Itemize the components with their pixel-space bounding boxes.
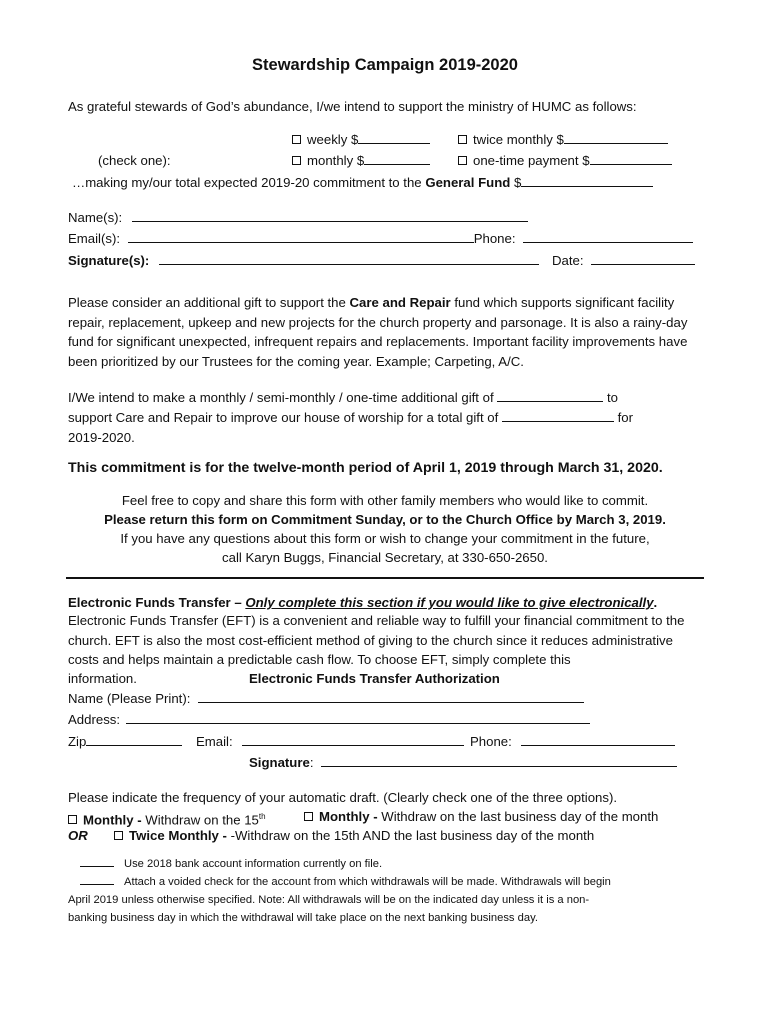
eft-description: Electronic Funds Transfer (EFT) is a convenient and reliable way to fulfill your financial commitment to the church. EFT is also the most cost-efficient method of giving to the church since it reduces administrative costs and helps maintain a predictable cash flow. To choose EFT, simply complete this: [68, 613, 685, 668]
frequency-option-monthly-last[interactable]: Monthly - Withdraw on the last business day of the month: [304, 807, 658, 826]
care-repair-gift-line3: 2019-2020.: [68, 430, 135, 445]
emails-field[interactable]: [128, 230, 474, 243]
eft-signature-field[interactable]: [321, 754, 677, 767]
date-row: Date:: [552, 251, 695, 270]
date-field[interactable]: [591, 252, 695, 265]
frequency-option-monthly-15th[interactable]: Monthly - Withdraw on the 15th: [68, 807, 266, 829]
commitment-period: This commitment is for the twelve-month period of April 1, 2019 through March 31, 2020.: [68, 460, 663, 476]
additional-gift-field[interactable]: [497, 389, 603, 402]
eft-info: information.: [68, 671, 137, 686]
signatures-field[interactable]: [159, 252, 539, 265]
names-field[interactable]: [132, 209, 528, 222]
eft-email-row: Email:: [196, 732, 464, 751]
monthly-checkbox[interactable]: [292, 156, 301, 165]
monthly-15th-checkbox[interactable]: [68, 815, 77, 824]
care-repair-gift-line1: I/We intend to make a monthly / semi-monthly / one-time additional gift of to: [68, 390, 618, 405]
weekly-checkbox[interactable]: [292, 135, 301, 144]
intro-text: As grateful stewards of God’s abundance, I/we intend to support the ministry of HUMC as follows:: [68, 99, 637, 114]
eft-address-row: Address:: [68, 710, 590, 729]
emails-row: Email(s): Phone:: [68, 229, 693, 248]
note-questions: If you have any questions about this form or wish to change your commitment in the future,: [120, 531, 650, 546]
eft-auth-title: Electronic Funds Transfer Authorization: [249, 671, 500, 686]
twice-monthly-option[interactable]: twice monthly $: [458, 130, 668, 149]
care-repair-gift-line2: support Care and Repair to improve our house of worship for a total gift of for: [68, 410, 634, 425]
eft-name-field[interactable]: [198, 690, 584, 703]
total-gift-field[interactable]: [502, 409, 614, 422]
bank-note-line3: banking business day in which the withdrawal will take place on the next banking business day.: [68, 912, 538, 924]
bank-option-on-file: Use 2018 bank account information currently on file.: [80, 855, 382, 874]
frequency-or: OR: [68, 828, 88, 843]
bank-voided-check-field[interactable]: [80, 874, 114, 885]
signatures-row: Signature(s):: [68, 251, 539, 270]
eft-name-row: Name (Please Print):: [68, 689, 584, 708]
eft-email-field[interactable]: [242, 733, 464, 746]
bank-on-file-field[interactable]: [80, 856, 114, 867]
eft-heading: Electronic Funds Transfer – Only complete this section if you would like to give electronically.: [68, 595, 658, 610]
names-row: Name(s):: [68, 208, 528, 227]
eft-signature-row: Signature:: [249, 753, 677, 772]
note-return: Please return this form on Commitment Sunday, or to the Church Office by March 3, 2019.: [104, 512, 666, 527]
check-one-label: (check one):: [98, 153, 171, 168]
page-title: Stewardship Campaign 2019-2020: [252, 56, 518, 74]
one-time-option[interactable]: one-time payment $: [458, 151, 672, 170]
bank-note-line2: April 2019 unless otherwise specified. Note: All withdrawals will be on the indicated day unless it is a non-: [68, 894, 590, 906]
eft-address-field[interactable]: [126, 711, 590, 724]
section-divider: [66, 577, 704, 579]
note-contact: call Karyn Buggs, Financial Secretary, at 330-650-2650.: [222, 550, 548, 565]
twice-monthly-draft-checkbox[interactable]: [114, 831, 123, 840]
care-repair-paragraph: Please consider an additional gift to support the Care and Repair fund which supports significant facility repair, replacement, upkeep and new projects for the church property and parsonage. It is also a rainy-day fund for significant unexpected, infrequent repairs and replacements. Important facility improvements have been prioritized by our Trustees for the coming year. Example; Carpeting, A/C.: [68, 295, 688, 369]
eft-phone-field[interactable]: [521, 733, 675, 746]
bank-option-voided-check: Attach a voided check for the account from which withdrawals will be made. Withdrawals will begin: [80, 873, 611, 892]
weekly-option[interactable]: weekly $: [292, 130, 430, 149]
frequency-option-twice-monthly[interactable]: Twice Monthly - -Withdraw on the 15th AND the last business day of the month: [114, 826, 594, 845]
twice-monthly-checkbox[interactable]: [458, 135, 467, 144]
general-fund-total: …making my/our total expected 2019-20 commitment to the General Fund $: [72, 173, 653, 192]
one-time-checkbox[interactable]: [458, 156, 467, 165]
eft-zip-field[interactable]: [86, 733, 182, 746]
monthly-option[interactable]: monthly $: [292, 151, 430, 170]
general-fund-total-field[interactable]: [521, 174, 653, 187]
eft-zip-row: Zip: [68, 732, 182, 751]
monthly-last-checkbox[interactable]: [304, 812, 313, 821]
phone-field[interactable]: [523, 230, 693, 243]
note-copy: Feel free to copy and share this form with other family members who would like to commit.: [121, 493, 649, 508]
frequency-intro: Please indicate the frequency of your automatic draft. (Clearly check one of the three options).: [68, 790, 618, 805]
eft-phone-row: Phone:: [470, 732, 675, 751]
